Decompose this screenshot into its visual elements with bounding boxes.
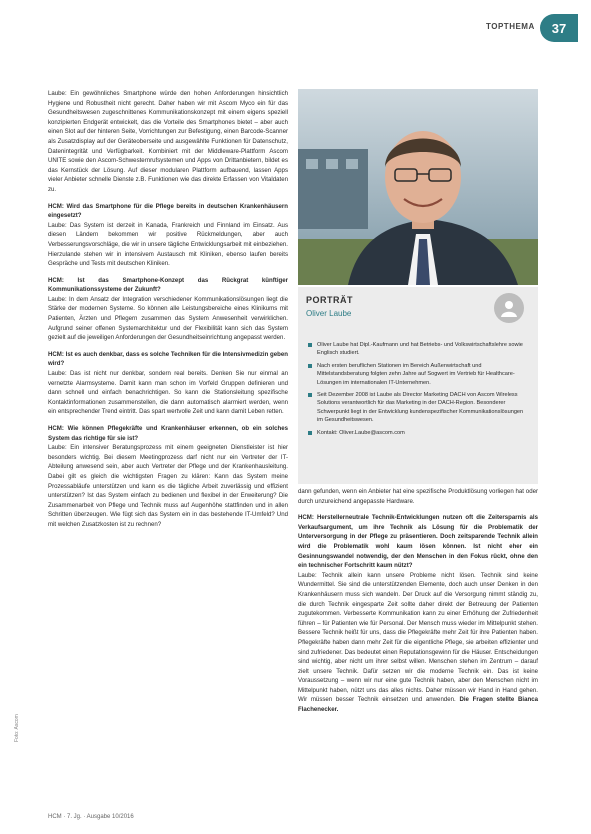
interview-block-1 (48, 202, 288, 269)
portrait-title: PORTRÄT (306, 295, 353, 305)
answer-1: Laube: Das System ist derzeit in Kanada, Frankreich und Finnland im Einsatz. Aus diesen Ländern bekommen wir positive Rückmeldungen, aber auch Verbesserungsvorschläge, die wir in unsere tägliche Entwicklungsarbeit mit einbeziehen. Hierzulande stehen wir in intensivem Austausch mit Kliniken, ebenso laufen bereits Gespräche und Tests mit deutschen Kliniken. (48, 221, 288, 268)
answer-5: Laube: Technik allein kann unsere Probleme nicht lösen. Technik sind keine Wundermittel. Sie sind die unterstützenden Elemente, doch auch unser Denken in den Krankenhäusern muss sich wandeln. Der Druck auf die Versorgung nimmt ständig zu, die durch Technik eingesparte Zeit sollte daher direkt der Betreuung der Patienten zugutekommen. Verbesserte Kommunikation kann zu einer Erhöhung der Zufriedenheit führen – für Patienten wie für Personal. Der Mensch muss wieder im Mittelpunkt stehen. Bessere Technik heißt für uns, dass die Pflegekräfte mehr Zeit für ihre Patienten haben. Pflegekräfte haben dann mehr Zeit für die eigentliche Pflege, sie arbeiten effizienter und sind zufriedener. Das bedeutet einen Reputationsgewinn für die Häuser. Entscheidungen sind wichtig, aber nicht um ihrer selbst willen. Menschen stehen im Zentrum – darauf zielt unsere Technik. Dafür setzen wir die moderne Technik ein. Das ist keine Voraussetzung – wenn wir nur eine gute Technik haben, aber den Menschen nicht im Mittelpunkt haben, nützt uns das alles nichts. Daher müssen wir Hand in Hand gehen. Wir müssen besser Technik einsetzen und anwenden. (298, 571, 538, 704)
interview-block-2 (48, 276, 288, 343)
portrait-name: Oliver Laube (306, 309, 352, 318)
question-2: HCM: Ist das Smartphone-Konzept das Rückgrat künftiger Kommunikationssysteme der Zukunft? (48, 276, 288, 294)
question-4: HCM: Wie können Pflegekräfte und Krankenhäuser erkennen, ob ein solches System das richtige für sie ist? (48, 425, 288, 442)
portrait-list (308, 341, 528, 441)
answer-2: Laube: In dem Ansatz der Integration verschiedener Kommunikationslösungen liegt die Stärke der modernen Systeme. So können alle Leistungsbereiche eines Klinikums mit Patienten, Ärzten und Pflegern zusammen das System Anwesenheit verwirklichen. Aufgrund seiner offenen Systemarchitektur und der Flexibilität kann sich das System gezielt auf die jeweiligen Anforderungen der Gesundheitseinrichtung angepasst werden. (48, 295, 288, 342)
left-column (48, 89, 288, 537)
question-1: HCM: Wird das Smartphone für die Pflege bereits in deutschen Krankenhäusern eingesetzt? (48, 202, 288, 220)
interview-block-3 (48, 350, 288, 417)
side-photo-credit: Foto: Ascom (14, 714, 20, 742)
portrait-photo (298, 89, 538, 285)
portrait-item: Oliver Laube hat Dipl.-Kaufmann und hat Betriebs- und Volkswirtschaftslehre sowie Englisch studiert. (308, 341, 528, 358)
interview-block-4 (48, 424, 288, 530)
question-3: HCM: Ist es auch denkbar, dass es solche Techniken für die Intensivmedizin geben wird? (48, 350, 288, 368)
answer-3: Laube: Das ist nicht nur denkbar, sondern real bereits. Denken Sie nur einmal an vernetzte Alarmsysteme. Damit kann man schon im Vorfeld Gruppen definieren und dann schnell und einfach benachrichtigen. So kann die Stationsleitung spezifische Kontaktinformationen zusammenstellen, die dann automatisch alarmiert werden, wenn ein entsprechender Trend eintritt. Das spart wertvolle Zeit und kann damit Leben retten. (48, 370, 288, 416)
portrait-item: Nach ersten beruflichen Stationen im Bereich Außenwirtschaft und Mittelstandsberatung folgten zehn Jahre auf Sogwert im Vertrieb für Healthcare-Lösungen im internationalen IT-Unternehmen. (308, 362, 528, 387)
closing-credit: Die Fragen stellte Bianca Flachenecker. (298, 696, 538, 714)
portrait-item-contact: Kontakt: Oliver.Laube@ascom.com (308, 429, 528, 437)
section-header-label: TOPTHEMA (486, 22, 535, 31)
portrait-photo-image (298, 89, 538, 285)
page-footer: HCM · 7. Jg. · Ausgabe 10/2016 (48, 814, 134, 820)
portrait-item: Seit Dezember 2008 ist Laube als Director Marketing DACH von Ascom Wireless Solutions verantwortlich für das Marketing in der DACH-Region. Besonderer Schwerpunkt liegt in der Entwicklung kundenspezifischer Kommunikationslösungen im Gesundheitswesen. (308, 391, 528, 425)
question-5: HCM: Herstellerneutrale Technik-Entwicklungen nutzen oft die Zeitersparnis als Verkaufsargument, um ihre Technik als Lösung für die Problematik der Unterversorgung in der Pflege zu präsentieren. Doch zeitsparende Technik allein wird die Problematik wohl kaum lösen können. Ist nicht eher ein Gesinnungswandel notwendig, der den Menschen in den Fokus rückt, ohne den ein technischer Fortschritt kaum nützt? (298, 514, 538, 570)
right-lead-text: dann gefunden, wenn ein Anbieter hat eine spezifische Produktlösung vorliegen hat oder durch unzureichend angepasste Hardware. (298, 488, 538, 505)
person-icon (494, 293, 524, 323)
answer-4: Laube: Ein intensiver Beratungsprozess mit einem geeigneten Dienstleister ist hier besonders wichtig. Bei diesem Meetingprozess darf nicht nur ein Vertreter der IT-Abteilung anwesend sein, aber auch Vertreter der Pflege und der Krankenhausleitung. Dabei gilt es gleich die wichtigsten Fragen zu klären: Kann das System meine Prozessabläufe unterstützen und kann es die tägliche Arbeit zuverlässig und effizient unterstützen? Ist das System einfach zu bedienen und flexibel in der Erweiterung? Die Zusammenarbeit von Pflege und Technik muss auf Augenhöhe stattfinden und in allen Schritten überzeugen. Wie fügt sich das System ein in das bestehende IT-Umfeld? Und mit welchen Zusatzkosten ist zu rechnen? (48, 444, 288, 528)
intro-paragraph: Laube: Ein gewöhnliches Smartphone würde den hohen Anforderungen hinsichtlich Hygiene und Robustheit nicht gerecht. Daher haben wir mit Ascom Myco ein für das Gesundheitswesen zugeschnittenes Kommunikationskonzept mit einem eigens speziell konzipierten Endgerät entwickelt, das die Vorteile des Smartphones bietet – aber auch einen Slot auf der hinteren Seite, Vorrichtungen zur Befestigung, einen Barcode-Scanner als Zusatzdisplay auf der Geräteoberseite und ausgewählte Funktionen für Datenschutz, Datenintegrität und Verfügbarkeit. Kombiniert mit der Middleware-Plattform Ascom UNITE sowie den Ascom-Schwesternrufsystemen und Apps von Drittanbietern, bildet es das Kernstück der Lösung. Auf dieser modularen Plattform aufbauend, lassen Apps vieler Anbieter schnelle Dienste z.B. Funktionen wie das direkte Erfassen von Vitaldaten zu. (48, 90, 288, 193)
page-number-badge: 37 (540, 14, 578, 42)
right-column (298, 487, 538, 722)
portrait-box (298, 287, 538, 484)
interview-block-5 (298, 513, 538, 714)
